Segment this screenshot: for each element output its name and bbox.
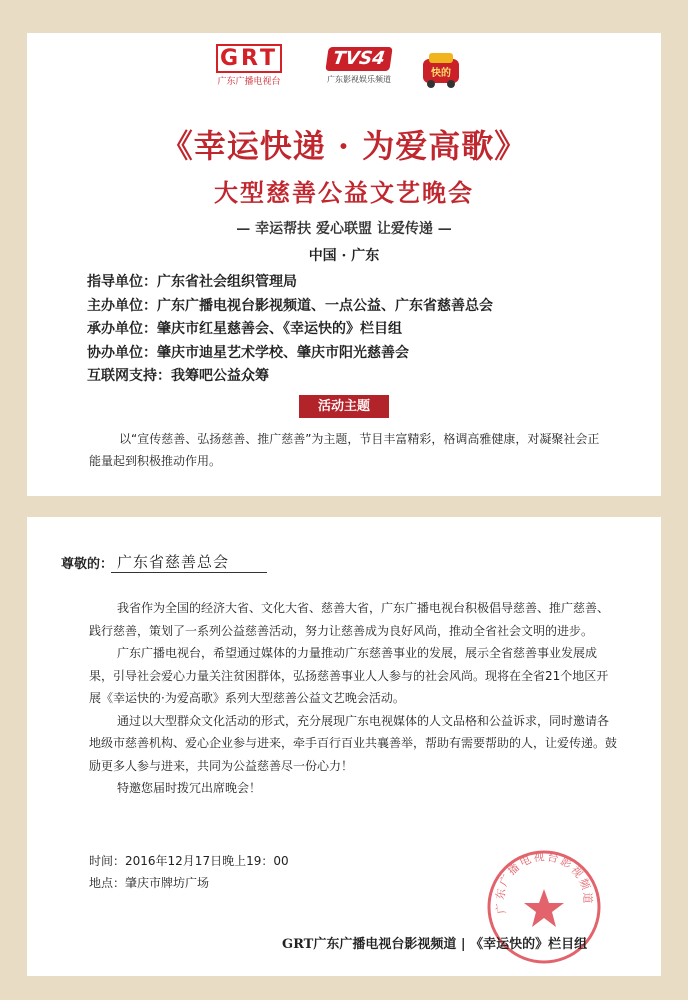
event-place: 地点：肇庆市牌坊广场 bbox=[89, 876, 210, 890]
invitation-body bbox=[89, 597, 619, 800]
svg-text:快的: 快的 bbox=[431, 68, 451, 79]
event-slogan: — 幸运帮扶 爱心联盟 让爱传递 — bbox=[236, 221, 452, 237]
grt-mark: GRT bbox=[216, 44, 282, 73]
organizer-internet-support: 互联网支持：我筹吧公益众筹 bbox=[87, 368, 269, 384]
event-info bbox=[89, 850, 289, 894]
invitation-card bbox=[27, 517, 661, 976]
organizer-guide: 指导单位：广东省社会组织管理局 bbox=[87, 274, 297, 290]
tvs4-mark: TVS4 bbox=[325, 47, 392, 71]
grt-subtitle: 广东广播电视台 bbox=[217, 77, 281, 87]
event-time: 时间：2016年12月17日晚上19：00 bbox=[89, 854, 289, 868]
seal-text: 广东广播电视台影视频道 bbox=[493, 850, 595, 915]
theme-badge: 活动主题 bbox=[299, 395, 389, 418]
event-location: 中国 · 广东 bbox=[308, 248, 380, 264]
event-subtitle: 大型慈善公益文艺晚会 bbox=[214, 178, 474, 207]
invitation-paragraph: 广东广播电视台，希望通过媒体的力量推动广东慈善事业的发展，展示全省慈善事业发展成果，引导社会爱心力量关注贫困群体，弘扬慈善事业人人参与的社会风尚。现将在全省21个地区开展《幸运快的·为爱高歌》系列大型慈善公益文艺晚会活动。 bbox=[89, 646, 609, 705]
footer-signature: GRT广东广播电视台影视频道 | 《幸运快的》栏目组 bbox=[282, 937, 588, 952]
recipient-name: 广东省慈善总会 bbox=[111, 551, 267, 573]
organizer-undertaker: 承办单位：肇庆市红星慈善会、《幸运快的》栏目组 bbox=[87, 321, 402, 337]
tvs4-subtitle: 广东影视娱乐频道 bbox=[327, 75, 391, 84]
event-title: 《幸运快递 · 为爱高歌》 bbox=[160, 127, 528, 165]
logo-row bbox=[27, 47, 661, 93]
salutation: 尊敬的： bbox=[61, 557, 114, 572]
tvs4-logo bbox=[315, 47, 403, 85]
organizer-co-organizer: 协办单位：肇庆市迪星艺术学校、肇庆市阳光慈善会 bbox=[87, 344, 409, 361]
organizer-list bbox=[87, 271, 493, 389]
organizer-host: 主办单位：广东广播电视台影视频道、一点公益、广东省慈善总会 bbox=[87, 297, 493, 314]
grt-logo bbox=[204, 47, 294, 87]
invitation-paragraph: 我省作为全国的经济大省、文化大省、慈善大省，广东广播电视台积极倡导慈善、推广慈善、践行慈善，策划了一系列公益慈善活动，努力让慈善成为良好风尚，推动全省社会文明的进步。 bbox=[89, 601, 610, 638]
show-logo-icon bbox=[419, 49, 463, 89]
theme-description: 以“宣传慈善、弘扬慈善、推广慈善”为主题，节目丰富精彩，格调高雅健康，对凝聚社会正能量起到积极推动作用。 bbox=[89, 432, 600, 468]
event-poster-card bbox=[27, 33, 661, 496]
invitation-paragraph: 通过以大型群众文化活动的形式，充分展现广东电视媒体的人文品格和公益诉求，同时邀请各地级市慈善机构、爱心企业参与进来，牵手百行百业共襄善举，帮助有需要帮助的人，让爱传递。鼓励更多人参与进来，共同为公益慈善尽一份心力！ bbox=[89, 713, 618, 773]
invitation-paragraph: 特邀您届时拨冗出席晚会！ bbox=[117, 781, 262, 795]
